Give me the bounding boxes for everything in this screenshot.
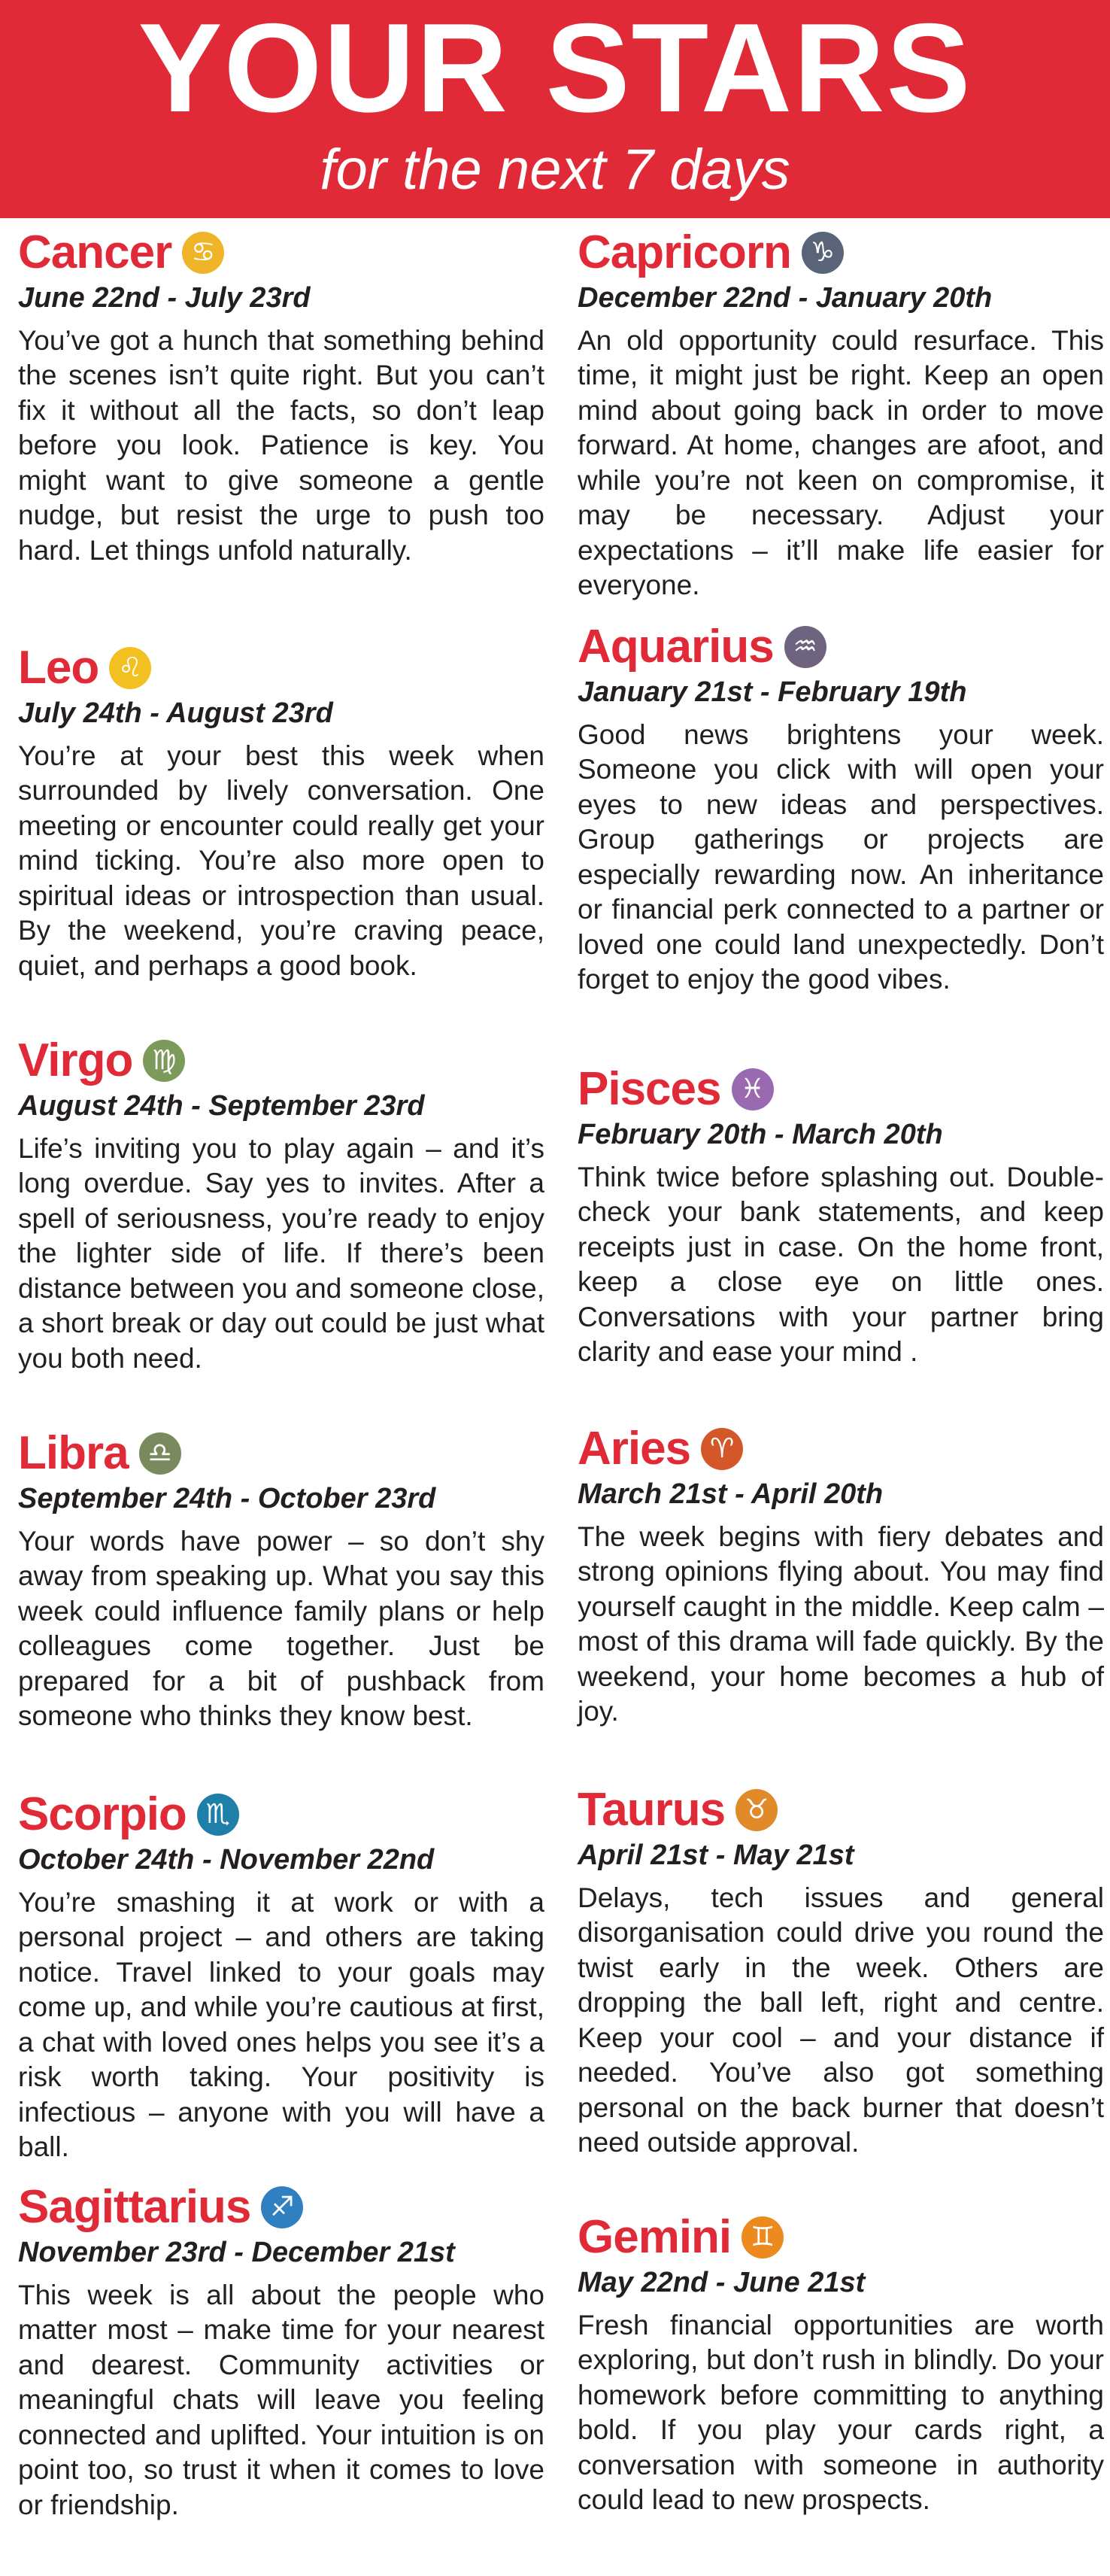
aries-icon: ♈ (701, 1428, 743, 1470)
sign-name: Aries (578, 1423, 691, 1475)
sign-entry-cancer (18, 226, 544, 568)
page-subtitle: for the next 7 days (320, 138, 790, 202)
sign-dates: October 24th - November 22nd (18, 1844, 435, 1876)
sign-entry-pisces (578, 1062, 1104, 1370)
sign-forecast: Think twice before splashing out. Double-check your bank statements, and keep receipts just in case. On the home front, keep a close eye on little ones. Conversations with your partner bring clarity and ease your mind . (578, 1161, 1104, 1368)
sign-forecast: Good news brightens your week. Someone you click with will open your eyes to new ideas and perspectives. Group gatherings or projects are especially rewarding now. An inheritance or financial perk connected to a partner or loved one could land unexpectedly. Don’t forget to enjoy the good vibes. (578, 718, 1104, 995)
sign-entry-leo (18, 641, 544, 983)
capricorn-icon: ♑ (802, 232, 844, 274)
scorpio-icon: ♏ (197, 1794, 239, 1836)
pisces-icon: ♓ (732, 1068, 774, 1110)
sign-name: Leo (18, 642, 99, 694)
sign-forecast: Delays, tech issues and general disorganisation could drive you round the twist early in the week. Others are dropping the ball left, right and centre. Keep your cool – and your distance if needed. You’ve also got something personal on the back burner that doesn’t need outside approval. (578, 1882, 1104, 2158)
sign-name: Capricorn (578, 226, 791, 278)
sign-forecast: This week is all about the people who matter most – make time for your nearest and dearest. Community activities or meaningful chats will leave you feeling connected and uplifted. Your intuition is on point too, so trust it when it comes to love or friendship. (18, 2279, 544, 2520)
sign-name: Virgo (18, 1034, 133, 1086)
sign-dates: November 23rd - December 21st (18, 2237, 455, 2268)
sign-name: Libra (18, 1427, 129, 1479)
sign-entry-capricorn (578, 226, 1104, 603)
sign-forecast: The week begins with fiery debates and strong opinions flying about. You may find yourself caught in the middle. Keep calm – most of this drama will fade quickly. By the weekend, your home becomes a hub of joy. (578, 1520, 1104, 1727)
sign-name: Scorpio (18, 1788, 187, 1840)
sign-forecast: You’re at your best this week when surrounded by lively conversation. One meeting or encounter could really get your mind ticking. You’re also more open to spiritual ideas or introspection than usual. By the weekend, you’re craving peace, quiet, and perhaps a good book. (18, 740, 544, 981)
virgo-icon: ♍ (143, 1040, 185, 1082)
sign-forecast: Your words have power – so don’t shy away from speaking up. What you say this week could influence family plans or help colleagues come together. Just be prepared for a bit of pushback from someone who thinks they know best. (18, 1525, 544, 1732)
cancer-icon: ♋ (182, 232, 224, 274)
gemini-icon: ♊ (742, 2216, 784, 2259)
sign-dates: January 21st - February 19th (578, 676, 967, 708)
aquarius-icon: ♒ (784, 626, 826, 668)
sign-entry-taurus (578, 1783, 1104, 2161)
sign-dates: February 20th - March 20th (578, 1119, 943, 1150)
sign-entry-aquarius (578, 620, 1104, 998)
header-banner (0, 0, 1110, 218)
sign-forecast: An old opportunity could resurface. This time, it might just be right. Keep an open mind about going back in order to move forward. At home, changes are afoot, and while you’re not keen on compromise, it may be necessary. Adjust your expectations – it’ll make life easier for everyone. (578, 324, 1104, 601)
sign-forecast: You’ve got a hunch that something behind the scenes isn’t quite right. But you can’t fix it without all the facts, so don’t leap before you look. Patience is key. You might want to give someone a gentle nudge, but resist the urge to push too hard. Let things unfold naturally. (18, 324, 544, 566)
sign-dates: June 22nd - July 23rd (18, 282, 311, 314)
sign-name: Pisces (578, 1063, 721, 1115)
sign-name: Aquarius (578, 621, 774, 673)
sign-entry-virgo (18, 1034, 544, 1376)
sign-dates: August 24th - September 23rd (18, 1090, 425, 1122)
sign-dates: July 24th - August 23rd (18, 697, 333, 729)
sign-name: Taurus (578, 1784, 726, 1836)
sign-entry-sagittarius (18, 2180, 544, 2523)
sign-entry-aries (578, 1422, 1104, 1730)
sign-name: Sagittarius (18, 2181, 251, 2233)
sign-name: Cancer (18, 226, 172, 278)
leo-icon: ♌ (109, 647, 151, 689)
sign-dates: March 21st - April 20th (578, 1478, 884, 1510)
page-title: YOUR STARS (138, 0, 972, 138)
sign-dates: April 21st - May 21st (578, 1839, 854, 1871)
sign-forecast: You’re smashing it at work or with a personal project – and others are taking notice. Travel linked to your goals may come up, and while you’re cautious at first, a chat with loved ones helps you see it’s a risk worth taking. Your positivity is infectious – anyone with you will have a ball. (18, 1886, 544, 2163)
sagittarius-icon: ♐ (261, 2186, 303, 2228)
sign-dates: May 22nd - June 21st (578, 2267, 866, 2298)
sign-entry-gemini (578, 2210, 1104, 2518)
sign-dates: December 22nd - January 20th (578, 282, 993, 314)
sign-name: Gemini (578, 2211, 732, 2263)
sign-forecast: Fresh financial opportunities are worth exploring, but don’t rush in blindly. Do your homework before committing to anything bold. If you play your cards right, a conversation with someone in authority could lead to new prospects. (578, 2309, 1104, 2516)
sign-entry-libra (18, 1426, 544, 1734)
sign-forecast: Life’s inviting you to play again – and it’s long overdue. Say yes to invites. After a spell of seriousness, you’re ready to enjoy the lighter side of life. If there’s been distance between you and someone close, a short break or day out could be just what you both need. (18, 1132, 544, 1374)
libra-icon: ♎ (139, 1432, 181, 1475)
taurus-icon: ♉ (735, 1789, 778, 1831)
sign-entry-scorpio (18, 1788, 544, 2165)
sign-dates: September 24th - October 23rd (18, 1483, 436, 1514)
